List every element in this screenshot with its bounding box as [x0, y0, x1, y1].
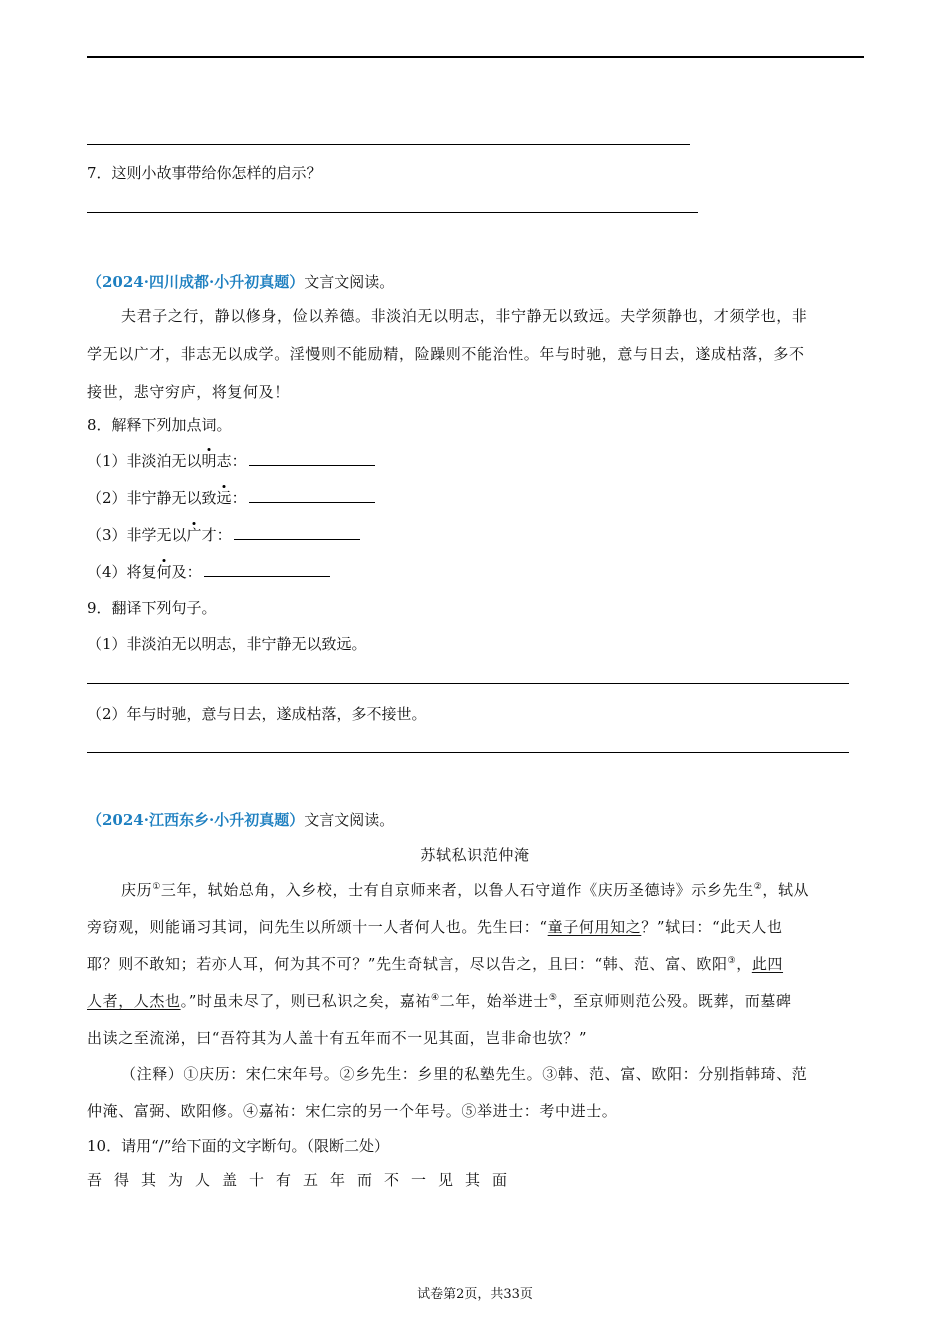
answer-line [87, 683, 849, 684]
fill-blank[interactable] [249, 488, 375, 503]
answer-line [87, 752, 849, 753]
q9-item: （1）非淡泊无以明志，非宁静无以致远。 [87, 635, 367, 653]
question-10: 10．请用“/”给下面的文字断句。（限断二处） [87, 1137, 389, 1155]
underlined-phrase: 此四 [751, 955, 784, 973]
section-heading [87, 810, 394, 830]
passage-line: 学无以广才，非志无以成学。淫慢则不能励精，险躁则不能治性。年与时驰，意与日去，遂成枯落，多不 [87, 345, 805, 363]
dotted-char: 远 [216, 489, 232, 507]
passage-line: 人者，人杰也。”时虽未尽了，则已私识之矣，嘉祐④二年，始举进士⑤，至京师则范公殁。既葬，而墓碑 [87, 992, 792, 1010]
q8-item: （2）非宁静无以致远： [87, 488, 375, 508]
question-9: 9．翻译下列句子。 [87, 599, 217, 617]
source-tag: （2024·江西东乡·小升初真题） [87, 811, 305, 829]
passage-line: 旁窃观，则能诵习其词，问先生以所颂十一人者何人也。先生曰：“童子何用知之？”轼曰：“此天人也 [87, 918, 783, 936]
section-intro: 文言文阅读。 [304, 811, 395, 829]
header-rule [87, 56, 864, 58]
passage-line: 夫君子之行，静以修身，俭以养德。非淡泊无以明志，非宁静无以致远。夫学须静也，才须学也，非 [121, 307, 808, 325]
punctuation-text: 吾得其为人盖十有五年而不一见其面 [87, 1171, 520, 1189]
dotted-char: 明 [201, 452, 217, 470]
passage-title: 苏轼私识范仲淹 [420, 846, 530, 864]
underlined-phrase: 人者，人杰也 [87, 992, 181, 1010]
question-8: 8．解释下列加点词。 [87, 416, 232, 434]
fill-blank[interactable] [204, 562, 330, 577]
q9-item: （2）年与时驰，意与日去，遂成枯落，多不接世。 [87, 705, 427, 723]
q8-item: （4）将复何及： [87, 562, 330, 582]
passage-line: 耶？则不敢知；若亦人耳，何为其不可？”先生奇轼言，尽以告之，且曰：“韩、范、富、欧阳③，此四 [87, 955, 784, 973]
notes-line: 仲淹、富弼、欧阳修。④嘉祐：宋仁宗的另一个年号。⑤举进士：考中进士。 [87, 1102, 618, 1120]
page-footer: 试卷第2页，共33页 [417, 1287, 533, 1302]
dotted-char: 广 [186, 526, 202, 544]
passage-line: 庆历①三年，轼始总角，入乡校，士有自京师来者，以鲁人石守道作《庆历圣德诗》示乡先生②，轼从 [121, 881, 810, 899]
section-heading [87, 272, 394, 292]
dotted-char: 何 [156, 563, 172, 581]
section-intro: 文言文阅读。 [304, 273, 395, 291]
passage-line: 出读之至流涕，曰“吾符其为人盖十有五年而不一见其面，岂非命也欤？” [87, 1029, 588, 1047]
notes-line: （注释）①庆历：宋仁宋年号。②乡先生：乡里的私塾先生。③韩、范、富、欧阳：分别指韩琦、范 [121, 1065, 808, 1083]
answer-line [87, 144, 690, 145]
q8-item: （1）非淡泊无以明志： [87, 451, 375, 471]
underlined-phrase: 童子何用知之 [547, 918, 642, 936]
answer-line [87, 212, 698, 213]
fill-blank[interactable] [249, 451, 375, 466]
q8-item: （3）非学无以广才： [87, 525, 360, 545]
fill-blank[interactable] [234, 525, 360, 540]
source-tag: （2024·四川成都·小升初真题） [87, 273, 305, 291]
passage-line: 接世，悲守穷庐，将复何及！ [87, 383, 290, 401]
question-7: 7．这则小故事带给你怎样的启示？ [87, 164, 322, 182]
